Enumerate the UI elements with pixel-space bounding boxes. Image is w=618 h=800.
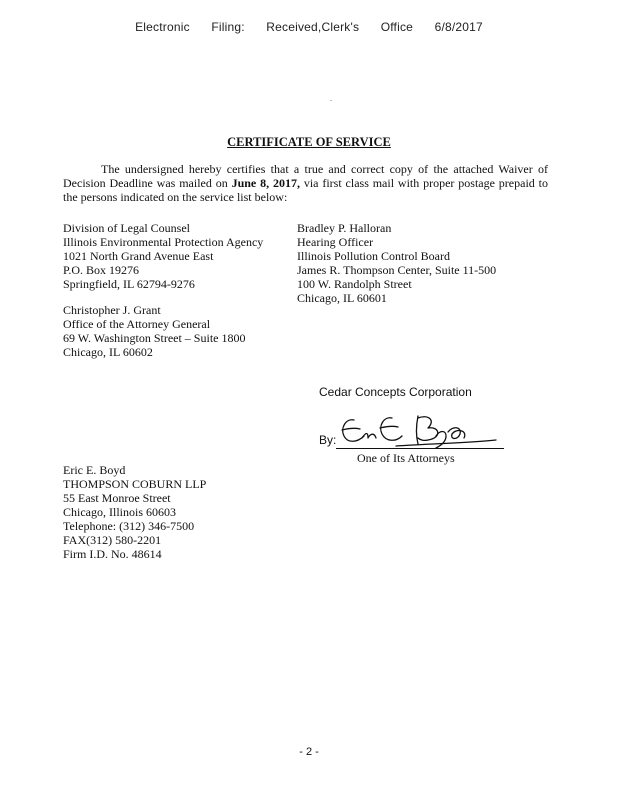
address-line: P.O. Box 19276 (63, 263, 140, 277)
header-word-received: Received,Clerk's (266, 20, 360, 34)
page-title: CERTIFICATE OF SERVICE (227, 135, 391, 149)
header-word-office: Office (380, 20, 414, 34)
address-line: 69 W. Washington Street – Suite 1800 (63, 331, 246, 345)
address-line: 1021 North Grand Avenue East (63, 249, 214, 263)
header-word-electronic: Electronic (135, 20, 190, 34)
body-text-start: The undersigned hereby certifies that a true and correct copy of the attached Waiver of Decision Deadline was mailed on (63, 162, 548, 190)
attorney-contact-block (63, 463, 206, 561)
handwritten-signature (336, 410, 506, 452)
recipient-legal-counsel (63, 221, 263, 291)
header-date: 6/8/2017 (434, 20, 483, 34)
filing-stamp-header (0, 20, 618, 34)
firm-id-line: Firm I.D. No. 48614 (63, 547, 162, 561)
client-company-name: Cedar Concepts Corporation (319, 385, 472, 399)
fax-line: FAX(312) 580-2201 (63, 533, 162, 547)
address-line: Chicago, IL 60602 (63, 345, 153, 359)
by-label: By: (319, 433, 337, 447)
address-line: Division of Legal Counsel (63, 221, 190, 235)
header-word-filing: Filing: (211, 20, 245, 34)
address-line: 55 East Monroe Street (63, 491, 171, 505)
address-line: Bradley P. Halloran (297, 221, 392, 235)
stray-mark: . (330, 94, 332, 103)
service-date: June 8, 2017, (231, 176, 300, 190)
attorney-role-label: One of Its Attorneys (357, 451, 455, 465)
address-line: Illinois Pollution Control Board (297, 249, 451, 263)
attorney-name: Eric E. Boyd (63, 463, 126, 477)
law-firm-name: THOMPSON COBURN LLP (63, 477, 207, 491)
address-line: Chicago, IL 60601 (297, 291, 387, 305)
telephone-line: Telephone: (312) 346-7500 (63, 519, 195, 533)
recipient-attorney-general (63, 303, 245, 359)
address-line: Illinois Environmental Protection Agency (63, 235, 264, 249)
signature-line (336, 448, 504, 449)
address-line: Christopher J. Grant (63, 303, 161, 317)
address-line: Office of the Attorney General (63, 317, 211, 331)
address-line: Chicago, Illinois 60603 (63, 505, 176, 519)
page-number: - 2 - (299, 746, 319, 758)
certification-paragraph (63, 162, 548, 204)
body-text-end: via first class mail with proper postage prepaid to the persons indicated on the service list below: (63, 176, 548, 204)
address-line: Hearing Officer (297, 235, 374, 249)
recipient-hearing-officer (297, 221, 496, 305)
address-line: 100 W. Randolph Street (297, 277, 412, 291)
address-line: Springfield, IL 62794-9276 (63, 277, 195, 291)
address-line: James R. Thompson Center, Suite 11-500 (297, 263, 497, 277)
